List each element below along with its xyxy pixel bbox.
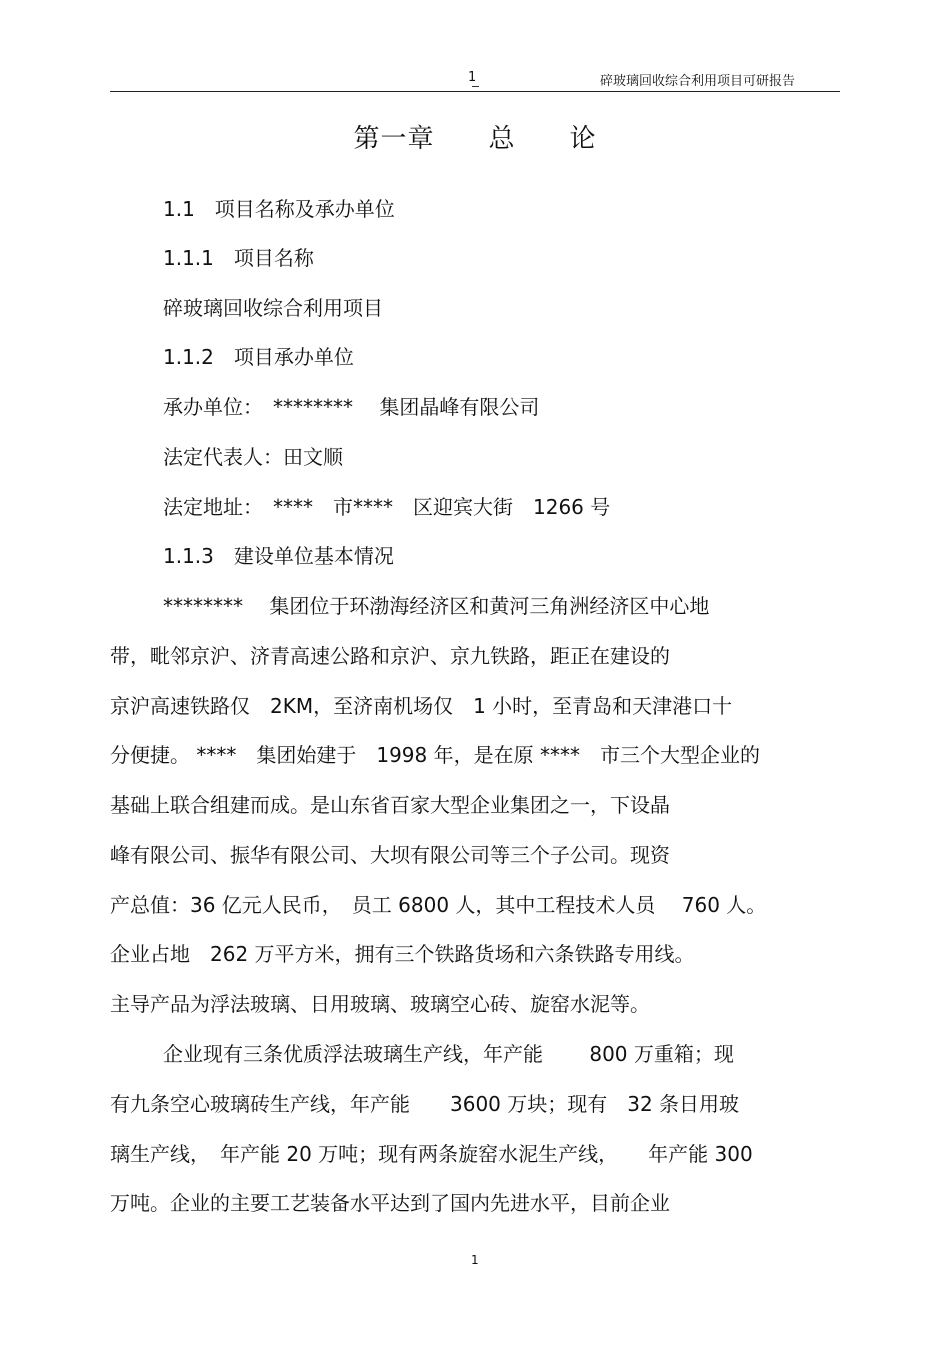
section-heading-1-1-1: 1.1.1 项目名称 [163, 246, 314, 270]
header-page-number: 1 [468, 70, 477, 85]
header-rule [110, 91, 840, 92]
paragraph-line: 分便捷。 **** 集团始建于 1998 年，是在原 **** 市三个大型企业的 [110, 743, 760, 767]
section-heading-1-1-3: 1.1.3 建设单位基本情况 [163, 544, 394, 568]
paragraph-line: 京沪高速铁路仅 2KM，至济南机场仅 1 小时，至青岛和天津港口十 [110, 694, 733, 718]
legal-representative: 法定代表人：田文顺 [163, 445, 343, 469]
paragraph-line: 有九条空心玻璃砖生产线，年产能 3600 万块；现有 32 条日用玻 [110, 1092, 740, 1116]
section-heading-1-1-2: 1.1.2 项目承办单位 [163, 345, 354, 369]
project-name: 碎玻璃回收综合利用项目 [163, 296, 383, 320]
header-document-title: 碎玻璃回收综合利用项目可研报告 [600, 74, 796, 89]
chapter-title: 第一章 总 论 [353, 124, 597, 154]
undertaking-unit: 承办单位： ******** 集团晶峰有限公司 [163, 395, 540, 419]
footer-page-number: 1 [471, 1253, 479, 1267]
paragraph-line: 企业现有三条优质浮法玻璃生产线，年产能 800 万重箱；现 [163, 1042, 734, 1066]
legal-address: 法定地址： **** 市**** 区迎宾大街 1266 号 [163, 495, 611, 519]
paragraph-line: 企业占地 262 万平方米，拥有三个铁路货场和六条铁路专用线。 [110, 942, 695, 966]
paragraph-line: 带，毗邻京沪、济青高速公路和京沪、京九铁路，距正在建设的 [110, 644, 670, 668]
paragraph-line: 万吨。企业的主要工艺装备水平达到了国内先进水平，目前企业 [110, 1191, 670, 1215]
paragraph-line: 主导产品为浮法玻璃、日用玻璃、玻璃空心砖、旋窑水泥等。 [110, 992, 650, 1016]
header-page-number-underline [472, 86, 479, 87]
section-heading-1-1: 1.1 项目名称及承办单位 [163, 197, 395, 221]
paragraph-line: 峰有限公司、振华有限公司、大坝有限公司等三个子公司。现资 [110, 843, 670, 867]
paragraph-line: ******** 集团位于环渤海经济区和黄河三角洲经济区中心地 [163, 594, 710, 618]
paragraph-line: 基础上联合组建而成。是山东省百家大型企业集团之一，下设晶 [110, 793, 670, 817]
paragraph-line: 璃生产线， 年产能 20 万吨；现有两条旋窑水泥生产线， 年产能 300 [110, 1142, 753, 1166]
paragraph-line: 产总值：36 亿元人民币， 员工 6800 人，其中工程技术人员 760 人。 [110, 893, 767, 917]
